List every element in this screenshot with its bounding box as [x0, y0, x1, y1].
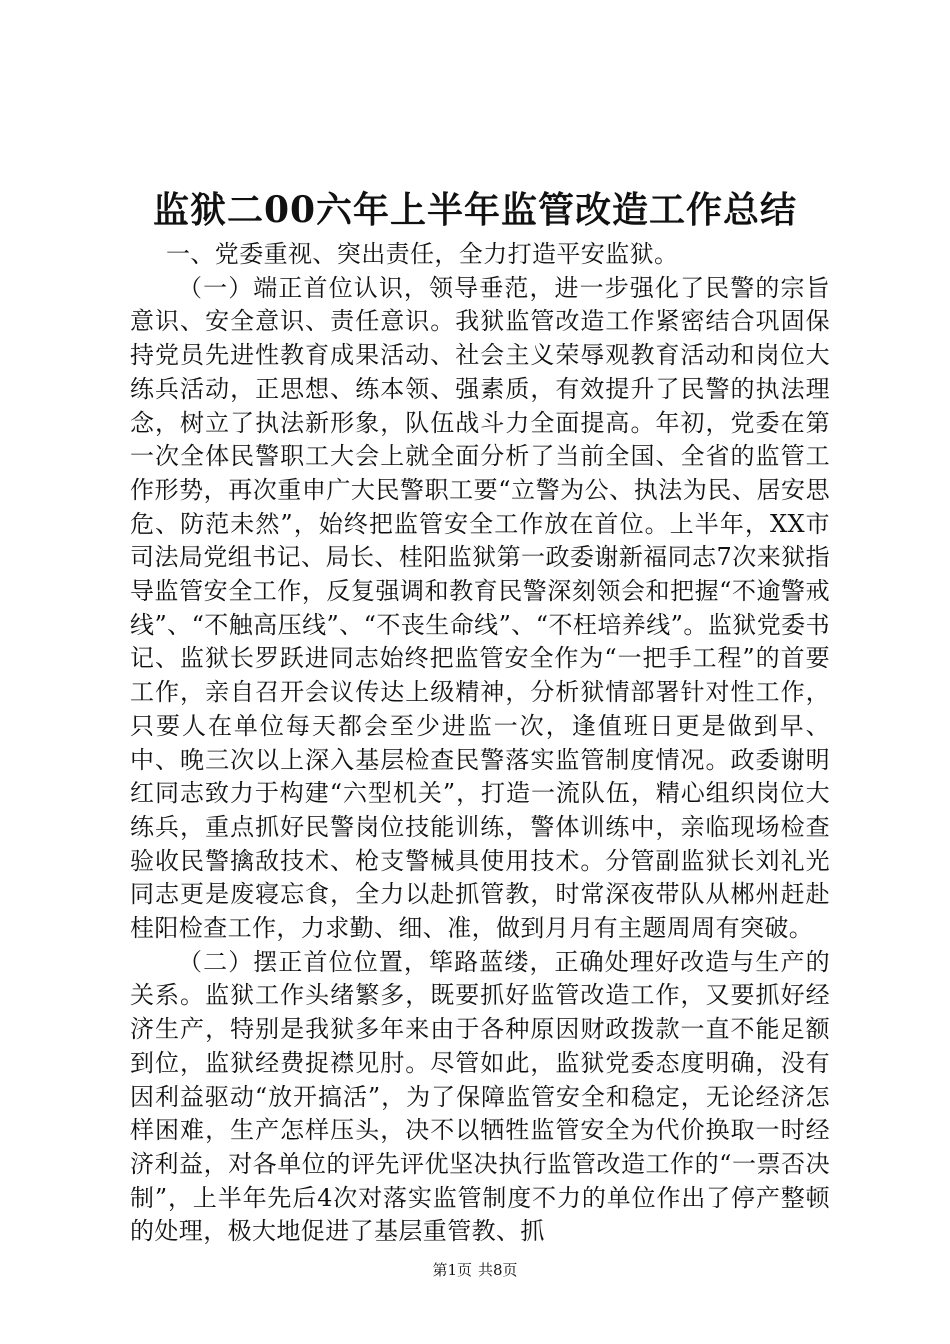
page-footer	[0, 1260, 950, 1280]
page-number: 第1页	[432, 1261, 472, 1279]
paragraph: （一）端正首位认识，领导垂范，进一步强化了民警的宗旨意识、安全意识、责任意识。我狱监管改造工作紧密结合巩固保持党员先进性教育成果活动、社会主义荣辱观教育活动和岗位大练兵活动，正思想、练本领、强素质，有效提升了民警的执法理念，树立了执法新形象，队伍战斗力全面提高。年初，党委在第一次全体民警职工大会上就全面分析了当前全国、全省的监管工作形势，再次重申广大民警职工要“立警为公、执法为民、居安思危、防范未然”，始终把监管安全工作放在首位。上半年，XX市司法局党组书记、局长、桂阳监狱第一政委谢新福同志7次来狱指导监管安全工作，反复强调和教育民警深刻领会和把握“不逾警戒线”、“不触高压线”、“不丧生命线”、“不枉培养线”。监狱党委书记、监狱长罗跃进同志始终把监管安全作为“一把手工程”的首要工作，亲自召开会议传达上级精神，分析狱情部署针对性工作，只要人在单位每天都会至少进监一次，逢值班日更是做到早、中、晚三次以上深入基层检查民警落实监管制度情况。政委谢明红同志致力于构建“六型机关”，打造一流队伍，精心组织岗位大练兵，重点抓好民警岗位技能训练，警体训练中，亲临现场检查验收民警擒敌技术、枪支警械具使用技术。分管副监狱长刘礼光同志更是废寝忘食，全力以赴抓管教，时常深夜带队从郴州赶赴桂阳检查工作，力求勤、细、准，做到月月有主题周周有突破。	[130, 273, 830, 943]
document-title: 监狱二00六年上半年监管改造工作总结	[152, 189, 798, 231]
section-heading: 一、党委重视、突出责任，全力打造平安监狱。	[166, 240, 679, 268]
page-total: 共8页	[478, 1261, 518, 1279]
document-body	[130, 238, 830, 1249]
paragraph: （二）摆正首位位置，筚路蓝缕，正确处理好改造与生产的关系。监狱工作头绪繁多，既要抓好监管改造工作，又要抓好经济生产，特别是我狱多年来由于各种原因财政拨款一直不能足额到位，监狱经费捉襟见肘。尽管如此，监狱党委态度明确，没有因利益驱动“放开搞活”，为了保障监管安全和稳定，无论经济怎样困难，生产怎样压头，决不以牺牲监管安全为代价换取一时经济利益，对各单位的评先评优坚决执行监管改造工作的“一票否决制”，上半年先后4次对落实监管制度不力的单位作出了停产整顿的处理，极大地促进了基层重管教、抓	[130, 947, 830, 1246]
